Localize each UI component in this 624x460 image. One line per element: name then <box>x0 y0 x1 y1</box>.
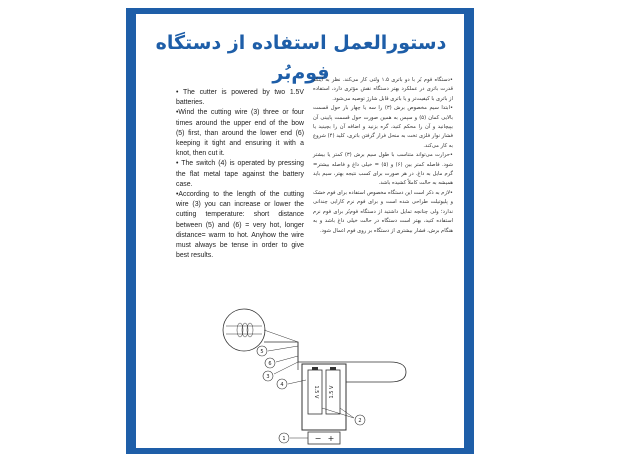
callout-1 <box>279 433 308 443</box>
callout-5 <box>257 346 298 356</box>
battery-1-label: 1.5 V <box>313 385 319 399</box>
svg-text:6: 6 <box>268 361 272 367</box>
svg-text:3: 3 <box>266 374 270 380</box>
en-paragraph-1: • The cutter is powered by two 1.5V batteries. <box>176 89 304 107</box>
callout-6 <box>265 356 298 368</box>
battery-2-label: 1.5 V <box>329 385 335 399</box>
battery-holder <box>302 364 346 430</box>
fa-paragraph-4: •لازم به ذکر است این دستگاه مخصوص استفاده برای فوم خشک و پلیوتیلت طراحی شده است و برای فوم نرم کارایی چندانی ندارد؛ ولی چنانچه تمایل داشتید از دستگاه فوم‌بُر برای فوم نرم استفاده کنید، بهتر است دستگاه در حالت خیلی داغ باشد و به هنگام برش، فشار بیشتری از دستگاه بر روی فوم اعمال شود. <box>312 189 453 234</box>
fa-paragraph-1: •دستگاه فوم بُر با دو باتری ۱.۵ ولتی کار می‌کند. نظر به اینکه قدرت باتری در عملکرد بهتر دستگاه نقش مؤثری دارد، استفاده از باتری با کیفیت‌تر و یا باتری قابل شارژ توصیه می‌شود. <box>313 77 453 102</box>
plus-sign: + <box>327 434 335 443</box>
persian-instructions <box>313 76 453 236</box>
minus-sign: − <box>314 434 322 443</box>
svg-text:1: 1 <box>282 436 286 442</box>
foam-cutter-diagram <box>210 300 410 448</box>
svg-text:2: 2 <box>358 418 362 424</box>
en-paragraph-2: •Wind the cutting wire (3) three or four times around the upper end of the bow (5) first, than around the lower end (6) keeping it tight and ensuring it with a knot, then cut it. <box>176 109 304 158</box>
wire-detail-circle <box>223 309 265 351</box>
svg-text:4: 4 <box>280 382 284 388</box>
english-instructions <box>176 88 304 261</box>
fa-paragraph-3: •حرارت می‌تواند متناسب با طول سیم برش (۳) کمتر یا بیشتر شود. فاصله کمتر بین (۶) و (۵) = خیلی داغ و فاصله بیشتر= گرم مایل به داغ. در هر صورت برای کسب نتیجه بهتر، سیم باید همیشه به حالت کاملاً کشیده باشد. <box>313 152 453 187</box>
page-title: دستورالعمل استفاده از دستگاه فوم‌بُر <box>155 32 447 84</box>
svg-text:5: 5 <box>260 349 264 355</box>
en-paragraph-3: • The switch (4) is operated by pressing the flat metal tape against the battery case. <box>176 160 304 188</box>
terminal-plate <box>308 432 340 444</box>
en-paragraph-4: •According to the length of the cutting wire (3) you can increase or lower the cutting temperature: short distance between (5) and (6) = very hot, longer distance= warm to hot. Anyhow the wire must always be tense in order to give best results. <box>176 191 304 260</box>
fa-paragraph-2: •ابتدا سیم مخصوص برش (۳) را سه یا چهار بار حول قسمت بالایی کمان (۵) و سپس به همین صورت حول قسمت پایینی آن بپیچانید و آن را محکم کنید، گره بزنید و اضافه آن را بچینید یا فشار نوار فلزی تخت به منحل فرار گرفتن باتری، کلید (۴) شروع به کار می‌کند. <box>313 105 454 149</box>
